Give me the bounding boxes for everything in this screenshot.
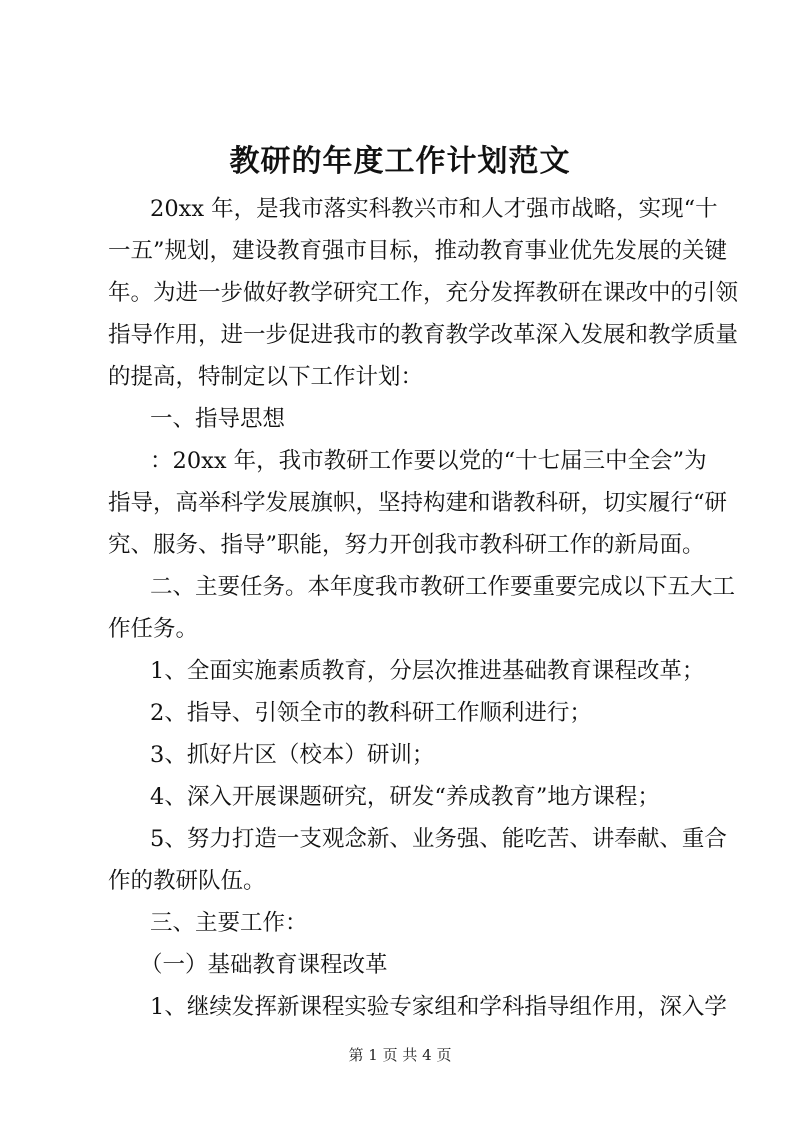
paragraph-line: 作任务。 <box>108 616 199 642</box>
paragraph-line: 20xx 年，是我市落实科教兴市和人才强市战略，实现“十 <box>150 196 718 222</box>
paragraph-line: ：20xx 年，我市教研工作要以党的“十七届三中全会”为 <box>150 448 707 474</box>
section-heading: 一、指导思想 <box>150 406 286 432</box>
document-title: 教研的年度工作计划范文 <box>229 144 571 179</box>
list-item: 作的教研队伍。 <box>108 868 266 894</box>
section-heading: 二、主要任务。本年度我市教研工作要重要完成以下五大工 <box>150 574 736 600</box>
paragraph-line: 的提高，特制定以下工作计划： <box>108 364 424 390</box>
section-heading: 三、主要工作： <box>150 910 308 936</box>
list-item: 2、指导、引领全市的教科研工作顺利进行； <box>150 700 592 726</box>
list-item: 1、继续发挥新课程实验专家组和学科指导组作用，深入学 <box>150 994 727 1020</box>
list-item: 5、努力打造一支观念新、业务强、能吃苦、讲奉献、重合 <box>150 826 727 852</box>
subsection-heading: （一）基础教育课程改革 <box>140 952 388 978</box>
paragraph-line: 指导，高举科学发展旗帜，坚持构建和谐教科研，切实履行“研 <box>108 490 728 516</box>
paragraph-line: 一五”规划，建设教育强市目标，推动教育事业优先发展的关键 <box>108 238 728 264</box>
list-item: 1、全面实施素质教育，分层次推进基础教育课程改革； <box>150 658 705 684</box>
list-item: 4、深入开展课题研究，研发“养成教育”地方课程； <box>150 784 660 810</box>
list-item: 3、抓好片区（校本）研训； <box>150 742 435 768</box>
page-footer: 第 1 页 共 4 页 <box>348 1046 452 1064</box>
paragraph-line: 指导作用，进一步促进我市的教育教学改革深入发展和教学质量 <box>108 322 739 348</box>
paragraph-line: 年。为进一步做好教学研究工作，充分发挥教研在课改中的引领 <box>108 280 739 306</box>
paragraph-line: 究、服务、指导”职能，努力开创我市教科研工作的新局面。 <box>108 532 705 558</box>
